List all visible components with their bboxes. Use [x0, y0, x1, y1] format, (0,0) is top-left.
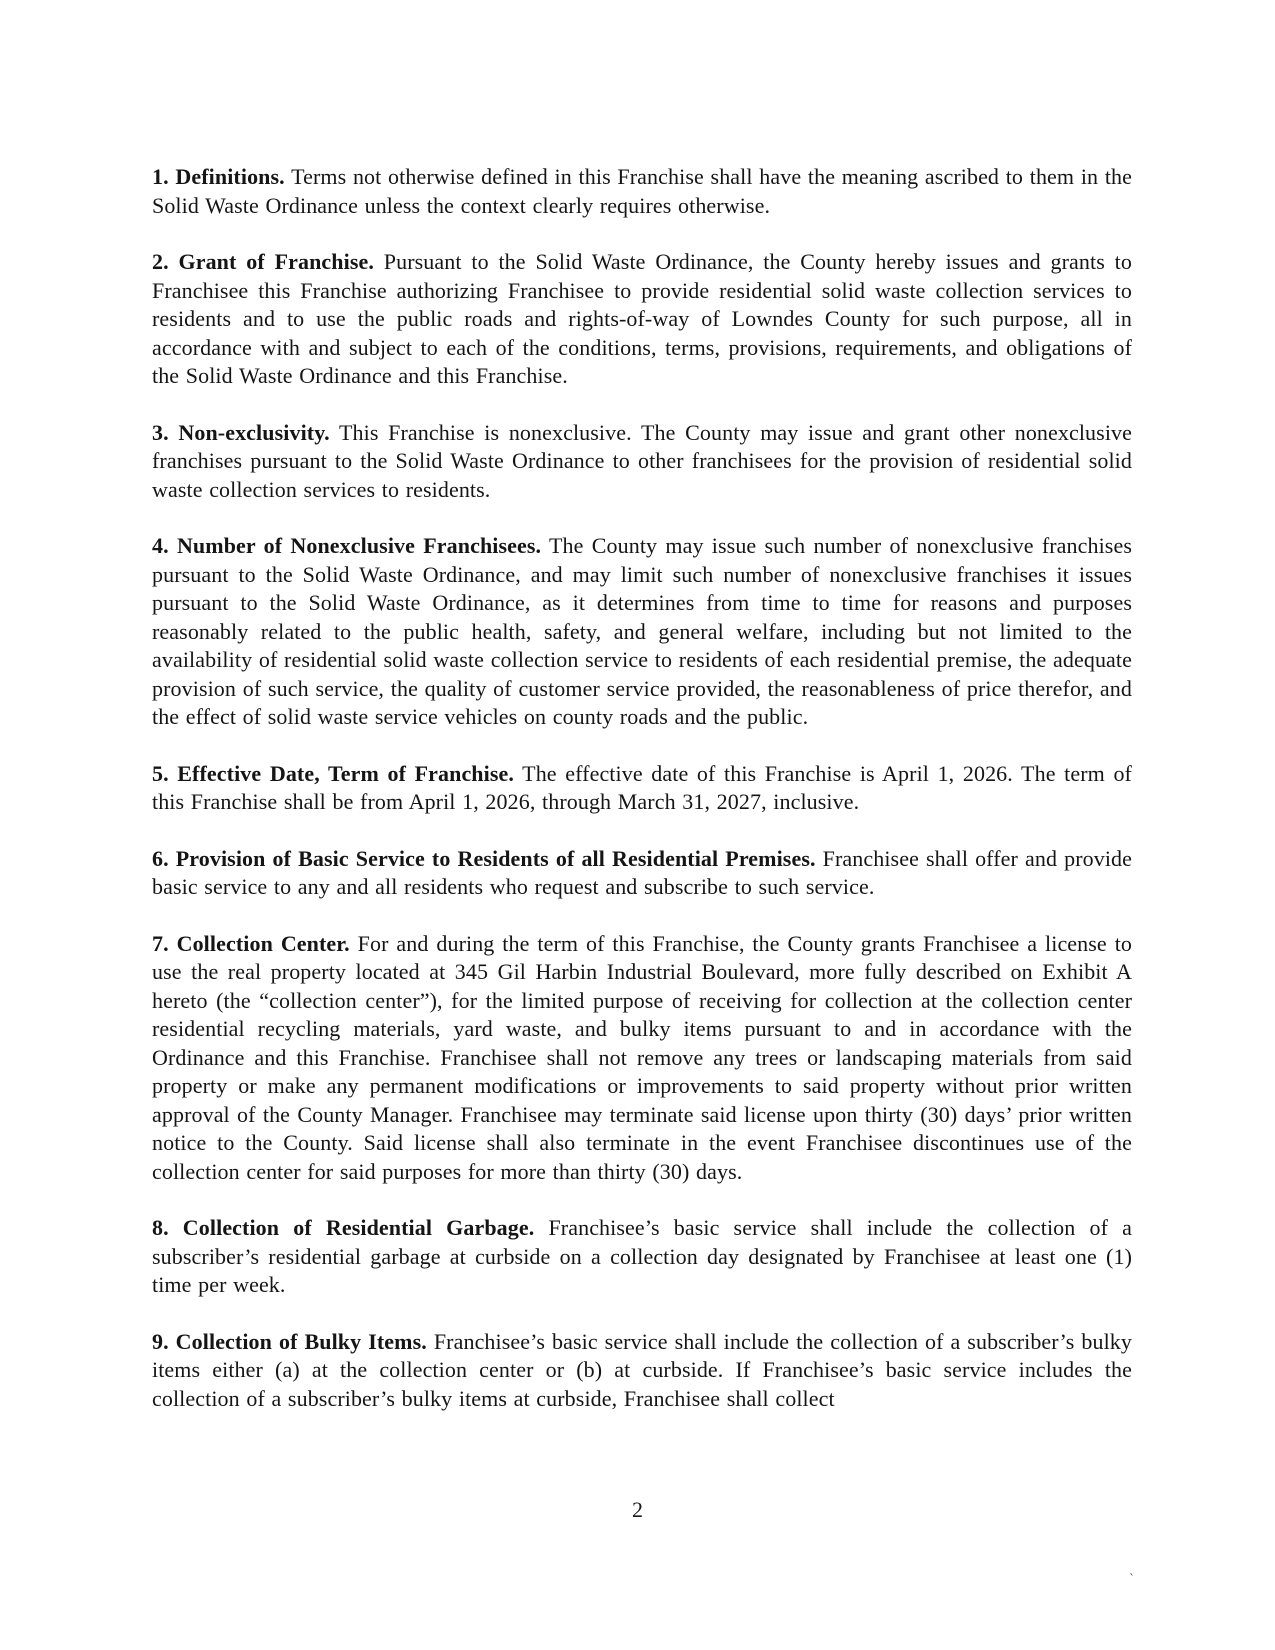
section-heading: 3. Non-exclusivity.	[152, 419, 330, 445]
document-body	[152, 163, 1132, 1413]
section-heading: 8. Collection of Residential Garbage.	[152, 1215, 535, 1240]
section-heading: 1. Definitions.	[152, 164, 285, 189]
section-paragraph	[152, 532, 1132, 732]
section-paragraph	[152, 1328, 1132, 1414]
section-paragraph	[152, 248, 1132, 391]
section-body: The County may issue such number of nonexclusive franchises pursuant to the Solid Waste Ordinance, and may limit such number of nonexclusive franchises it issues pursuant to the Solid Waste Ordinance, as it determines from time to time for reasons and purposes reasonably related to the public health, safety, and general welfare, including but not limited to the availability of residential solid waste collection service to residents of each residential premise, the adequate provision of such service, the quality of customer service provided, the reasonableness of price therefor, and the effect of solid waste service vehicles on county roads and the public.	[152, 533, 1132, 729]
section-paragraph	[152, 1214, 1132, 1300]
section-heading: 9. Collection of Bulky Items.	[152, 1328, 427, 1354]
section-body: Terms not otherwise defined in this Franchise shall have the meaning ascribed to them in the Solid Waste Ordinance unless the context clearly requires otherwise.	[152, 164, 1132, 218]
section-body: Franchisee’s basic service shall include the collection of a subscriber’s residential garbage at curbside on a collection day designated by Franchisee at least one (1) time per week.	[152, 1215, 1132, 1297]
scan-artifact-mark: ˋ	[1126, 1571, 1135, 1588]
section-body: For and during the term of this Franchise, the County grants Franchisee a license to use the real property located at 345 Gil Harbin Industrial Boulevard, more fully described on Exhibit A hereto (the “collection center”), for the limited purpose of receiving for collection at the collection center residential recycling materials, yard waste, and bulky items pursuant to and in accordance with the Ordinance and this Franchise. Franchisee shall not remove any trees or landscaping materials from said property or make any permanent modifications or improvements to said property without prior written approval of the County Manager. Franchisee may terminate said license upon thirty (30) days’ prior written notice to the County. Said license shall also terminate in the event Franchisee discontinues use of the collection center for said purposes for more than thirty (30) days.	[152, 930, 1133, 1184]
section-body: Franchisee shall offer and provide basic service to any and all residents who request and subscribe to such service.	[152, 845, 1132, 899]
section-heading: 5. Effective Date, Term of Franchise.	[152, 760, 514, 786]
section-body: Franchisee’s basic service shall include the collection of a subscriber’s bulky items either (a) at the collection center or (b) at curbside. If Franchisee’s basic service includes the collection of a subscriber’s bulky items at curbside, Franchisee shall collect	[152, 1328, 1133, 1411]
section-paragraph	[152, 419, 1132, 505]
section-heading: 6. Provision of Basic Service to Residents of all Residential Premises.	[152, 845, 816, 871]
section-paragraph	[152, 845, 1132, 902]
section-paragraph	[152, 760, 1132, 817]
section-body: Pursuant to the Solid Waste Ordinance, the County hereby issues and grants to Franchisee this Franchise authorizing Franchisee to provide residential solid waste collection services to residents and to use the public roads and rights-of-way of Lowndes County for such purpose, all in accordance with and subject to each of the conditions, terms, provisions, requirements, and obligations of the Solid Waste Ordinance and this Franchise.	[152, 249, 1132, 388]
section-paragraph	[152, 163, 1132, 220]
page-number: 2	[632, 1497, 643, 1522]
section-paragraph	[152, 930, 1132, 1187]
section-heading: 2. Grant of Franchise.	[152, 249, 374, 274]
section-body: This Franchise is nonexclusive. The County may issue and grant other nonexclusive franchises pursuant to the Solid Waste Ordinance to other franchisees for the provision of residential solid waste collection services to residents.	[152, 419, 1132, 502]
section-body: The effective date of this Franchise is April 1, 2026. The term of this Franchise shall be from April 1, 2026, through March 31, 2027, inclusive.	[152, 760, 1132, 814]
section-heading: 7. Collection Center.	[152, 930, 350, 956]
section-heading: 4. Number of Nonexclusive Franchisees.	[152, 533, 542, 558]
